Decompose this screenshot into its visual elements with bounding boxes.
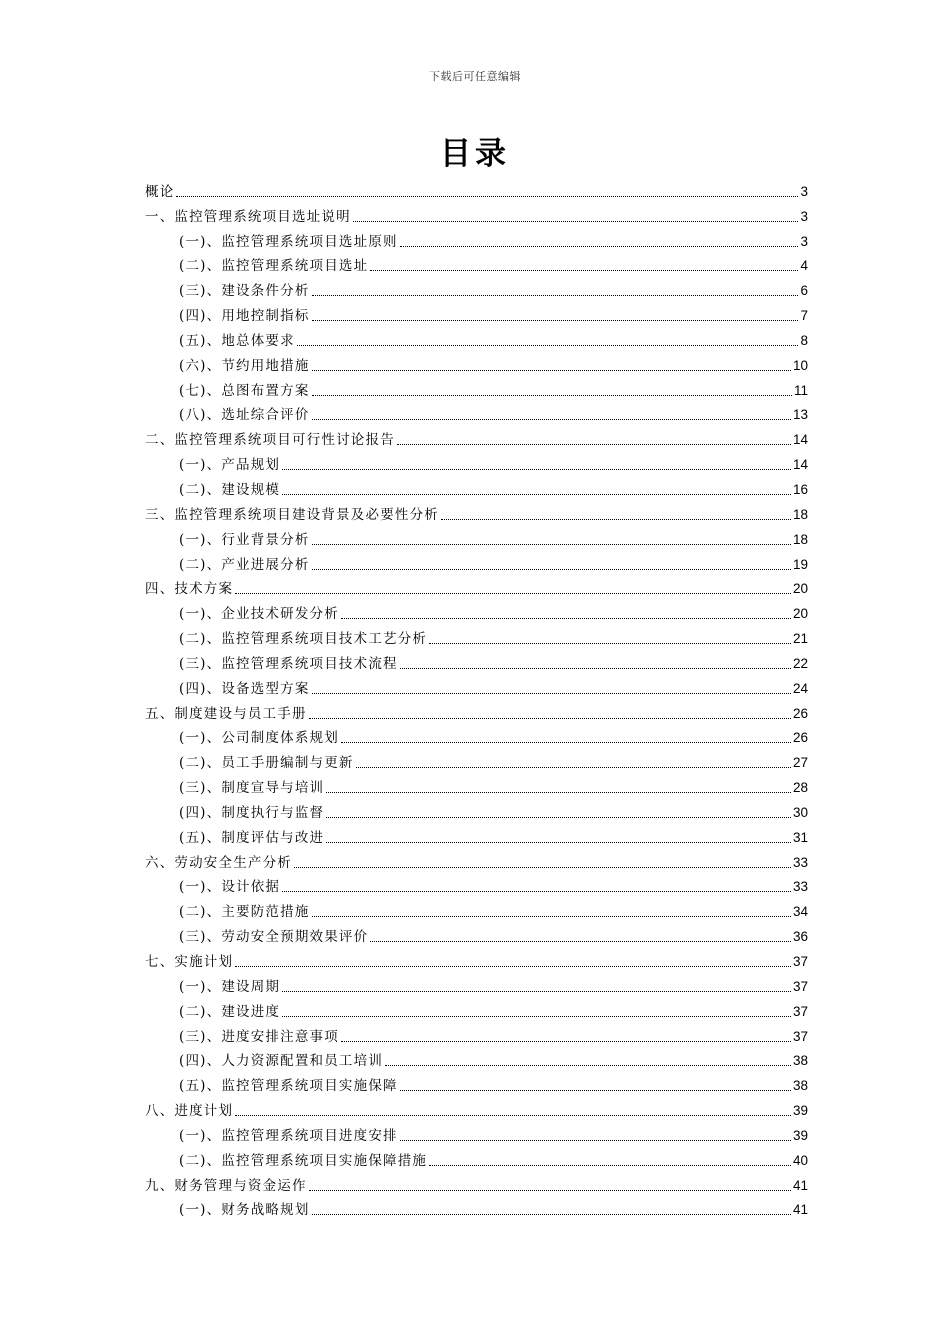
toc-entry[interactable] (145, 648, 808, 673)
toc-entry-page-number: 8 (800, 332, 808, 348)
toc-entry-page-number: 38 (792, 1078, 808, 1094)
dot-leader (312, 1214, 791, 1215)
toc-entry-label: (三)、建设条件分析 (179, 283, 310, 300)
dot-leader (312, 693, 791, 694)
toc-entry[interactable] (145, 872, 808, 897)
dot-leader (400, 668, 791, 669)
toc-entry[interactable] (145, 822, 808, 847)
dot-leader (297, 345, 799, 346)
toc-entry[interactable] (145, 1021, 808, 1046)
dot-leader (400, 1090, 791, 1091)
toc-entry-page-number: 30 (792, 804, 808, 820)
toc-entry-page-number: 37 (792, 1028, 808, 1044)
toc-entry[interactable] (145, 1195, 808, 1220)
toc-entry-page-number: 18 (792, 531, 808, 547)
toc-entry-page-number: 11 (793, 382, 808, 398)
dot-leader (312, 395, 792, 396)
toc-entry-label: 七、实施计划 (145, 954, 234, 970)
toc-entry[interactable] (145, 474, 808, 499)
dot-leader (429, 1165, 791, 1166)
toc-entry-page-number: 33 (792, 854, 808, 870)
toc-entry[interactable] (145, 1170, 808, 1195)
toc-entry-page-number: 28 (792, 780, 808, 796)
dot-leader (429, 643, 791, 644)
toc-entry-label: (五)、制度评估与改进 (179, 829, 325, 846)
toc-entry-label: (一)、公司制度体系规划 (179, 730, 339, 747)
toc-entry-page-number: 7 (800, 308, 808, 324)
dot-leader (309, 718, 791, 719)
toc-entry-label: 三、监控管理系统项目建设背景及必要性分析 (145, 506, 439, 523)
dot-leader (282, 891, 791, 892)
toc-entry-page-number: 26 (792, 730, 808, 746)
toc-entry-page-number: 3 (800, 183, 808, 199)
toc-entry-label: (六)、节约用地措施 (179, 357, 310, 374)
toc-entry-label: 五、制度建设与员工手册 (145, 705, 307, 722)
dot-leader (176, 196, 798, 197)
toc-entry[interactable] (145, 896, 808, 921)
toc-entry-label: (三)、进度安排注意事项 (179, 1028, 339, 1045)
toc-entry-label: 四、技术方案 (145, 581, 234, 598)
toc-entry[interactable] (145, 971, 808, 996)
toc-entry-page-number: 20 (792, 581, 808, 597)
dot-leader (312, 916, 791, 917)
dot-leader (370, 270, 798, 271)
toc-entry-page-number: 40 (792, 1152, 808, 1168)
toc-entry[interactable] (145, 226, 808, 251)
toc-entry-page-number: 21 (792, 631, 808, 647)
toc-entry-page-number: 19 (792, 556, 808, 572)
toc-entry-label: 九、财务管理与资金运作 (145, 1177, 307, 1194)
toc-entry-page-number: 37 (792, 1003, 808, 1019)
toc-entry-page-number: 36 (792, 929, 808, 945)
dot-leader (353, 221, 799, 222)
toc-entry-page-number: 34 (792, 904, 808, 920)
toc-entry-label: (一)、监控管理系统项目进度安排 (179, 1127, 398, 1144)
toc-entry-page-number: 22 (792, 655, 808, 671)
dot-leader (326, 842, 791, 843)
toc-entry-page-number: 33 (792, 879, 808, 895)
dot-leader (235, 1115, 791, 1116)
toc-entry-page-number: 10 (792, 357, 808, 373)
toc-entry-label: (四)、制度执行与监督 (179, 804, 325, 821)
dot-leader (312, 370, 791, 371)
dot-leader (341, 618, 791, 619)
dot-leader (235, 966, 791, 967)
toc-entry-page-number: 27 (792, 755, 808, 771)
toc-entry-label: 二、监控管理系统项目可行性讨论报告 (145, 432, 395, 449)
toc-entry-label: (三)、监控管理系统项目技术流程 (179, 655, 398, 672)
toc-entry-page-number: 37 (792, 978, 808, 994)
toc-entry[interactable] (145, 176, 808, 201)
toc-entry-label: (二)、监控管理系统项目技术工艺分析 (179, 631, 428, 648)
toc-entry-page-number: 14 (792, 457, 808, 473)
toc-entry[interactable] (145, 524, 808, 549)
table-of-contents (145, 176, 808, 1219)
toc-entry[interactable] (145, 996, 808, 1021)
toc-entry-label: (三)、制度宣导与培训 (179, 780, 325, 797)
toc-entry[interactable] (145, 325, 808, 350)
toc-entry-page-number: 39 (792, 1103, 808, 1119)
toc-entry-page-number: 20 (792, 606, 808, 622)
toc-entry-label: (一)、建设周期 (179, 978, 281, 995)
toc-entry-label: (二)、建设进度 (179, 1003, 281, 1020)
toc-entry-label: (二)、监控管理系统项目实施保障措施 (179, 1152, 428, 1169)
toc-entry[interactable] (145, 350, 808, 375)
dot-leader (282, 469, 791, 470)
toc-entry-label: (二)、产业进展分析 (179, 556, 310, 573)
toc-entry[interactable] (145, 847, 808, 872)
header-note: 下载后可任意编辑 (429, 70, 521, 83)
toc-entry-page-number: 26 (792, 705, 808, 721)
toc-entry[interactable] (145, 797, 808, 822)
toc-title: 目录 (440, 136, 510, 172)
toc-entry-label: (一)、监控管理系统项目选址原则 (179, 233, 398, 250)
toc-entry-page-number: 16 (792, 481, 808, 497)
dot-leader (294, 867, 791, 868)
toc-entry-label: 六、劳动安全生产分析 (145, 854, 292, 871)
toc-entry[interactable] (145, 673, 808, 698)
toc-entry[interactable] (145, 946, 808, 971)
toc-entry[interactable] (145, 275, 808, 300)
toc-entry[interactable] (145, 598, 808, 623)
dot-leader (370, 941, 791, 942)
dot-leader (341, 742, 791, 743)
toc-entry-page-number: 4 (800, 258, 808, 274)
dot-leader (312, 295, 799, 296)
toc-entry[interactable] (145, 574, 808, 599)
toc-entry-label: (一)、设计依据 (179, 879, 281, 896)
toc-entry-label: (二)、监控管理系统项目选址 (179, 258, 369, 275)
toc-entry-label: (一)、行业背景分析 (179, 531, 310, 548)
toc-entry[interactable] (145, 623, 808, 648)
toc-entry-page-number: 14 (792, 432, 808, 448)
dot-leader (341, 1041, 791, 1042)
toc-entry-page-number: 31 (792, 829, 808, 845)
dot-leader (312, 544, 791, 545)
dot-leader (312, 419, 791, 420)
toc-entry[interactable] (145, 747, 808, 772)
toc-entry-label: (一)、财务战略规划 (179, 1202, 310, 1219)
toc-entry-page-number: 41 (792, 1202, 808, 1218)
dot-leader (312, 569, 791, 570)
toc-entry[interactable] (145, 375, 808, 400)
toc-entry-label: (八)、选址综合评价 (179, 407, 310, 424)
toc-entry[interactable] (145, 499, 808, 524)
toc-entry-label: (三)、劳动安全预期效果评价 (179, 929, 369, 946)
dot-leader (400, 1140, 791, 1141)
toc-entry-label: (五)、地总体要求 (179, 332, 295, 349)
dot-leader (235, 593, 791, 594)
dot-leader (400, 246, 799, 247)
toc-entry-page-number: 24 (792, 680, 808, 696)
toc-entry-label: (一)、产品规划 (179, 457, 281, 474)
toc-entry[interactable] (145, 1145, 808, 1170)
toc-entry-page-number: 39 (792, 1127, 808, 1143)
toc-entry[interactable] (145, 723, 808, 748)
toc-entry-label: (四)、设备选型方案 (179, 680, 310, 697)
toc-entry-page-number: 6 (800, 283, 808, 299)
toc-entry-label: 一、监控管理系统项目选址说明 (145, 208, 351, 225)
dot-leader (385, 1065, 791, 1066)
dot-leader (309, 1190, 791, 1191)
dot-leader (326, 817, 791, 818)
dot-leader (282, 1016, 791, 1017)
toc-entry-label: 八、进度计划 (145, 1103, 234, 1120)
dot-leader (356, 767, 791, 768)
toc-entry[interactable] (145, 251, 808, 276)
toc-entry[interactable] (145, 772, 808, 797)
toc-entry[interactable] (145, 300, 808, 325)
toc-entry[interactable] (145, 424, 808, 449)
dot-leader (282, 494, 791, 495)
toc-entry-page-number: 13 (792, 407, 808, 423)
toc-entry-label: 概论 (145, 183, 175, 200)
toc-entry-label: (二)、主要防范措施 (179, 904, 310, 921)
toc-entry-label: (七)、总图布置方案 (179, 382, 310, 399)
dot-leader (312, 320, 799, 321)
toc-entry[interactable] (145, 549, 808, 574)
toc-entry[interactable] (145, 449, 808, 474)
toc-entry-page-number: 3 (800, 233, 808, 249)
toc-entry-label: (四)、用地控制指标 (179, 308, 310, 325)
toc-entry-label: (四)、人力资源配置和员工培训 (179, 1053, 384, 1070)
toc-entry[interactable] (145, 698, 808, 723)
toc-entry-label: (二)、建设规模 (179, 481, 281, 498)
dot-leader (397, 444, 791, 445)
toc-entry-label: (二)、员工手册编制与更新 (179, 755, 354, 772)
toc-entry-label: (一)、企业技术研发分析 (179, 606, 339, 623)
toc-entry[interactable] (145, 1070, 808, 1095)
toc-entry-page-number: 41 (792, 1177, 808, 1193)
toc-entry[interactable] (145, 201, 808, 226)
toc-entry-page-number: 3 (800, 208, 808, 224)
toc-entry[interactable] (145, 1046, 808, 1071)
toc-entry-page-number: 18 (792, 506, 808, 522)
dot-leader (441, 519, 791, 520)
toc-entry[interactable] (145, 400, 808, 425)
toc-entry[interactable] (145, 1095, 808, 1120)
toc-entry-label: (五)、监控管理系统项目实施保障 (179, 1078, 398, 1095)
toc-entry-page-number: 38 (792, 1053, 808, 1069)
dot-leader (282, 991, 791, 992)
dot-leader (326, 792, 791, 793)
toc-entry[interactable] (145, 1120, 808, 1145)
toc-entry[interactable] (145, 921, 808, 946)
toc-entry-page-number: 37 (792, 954, 808, 969)
